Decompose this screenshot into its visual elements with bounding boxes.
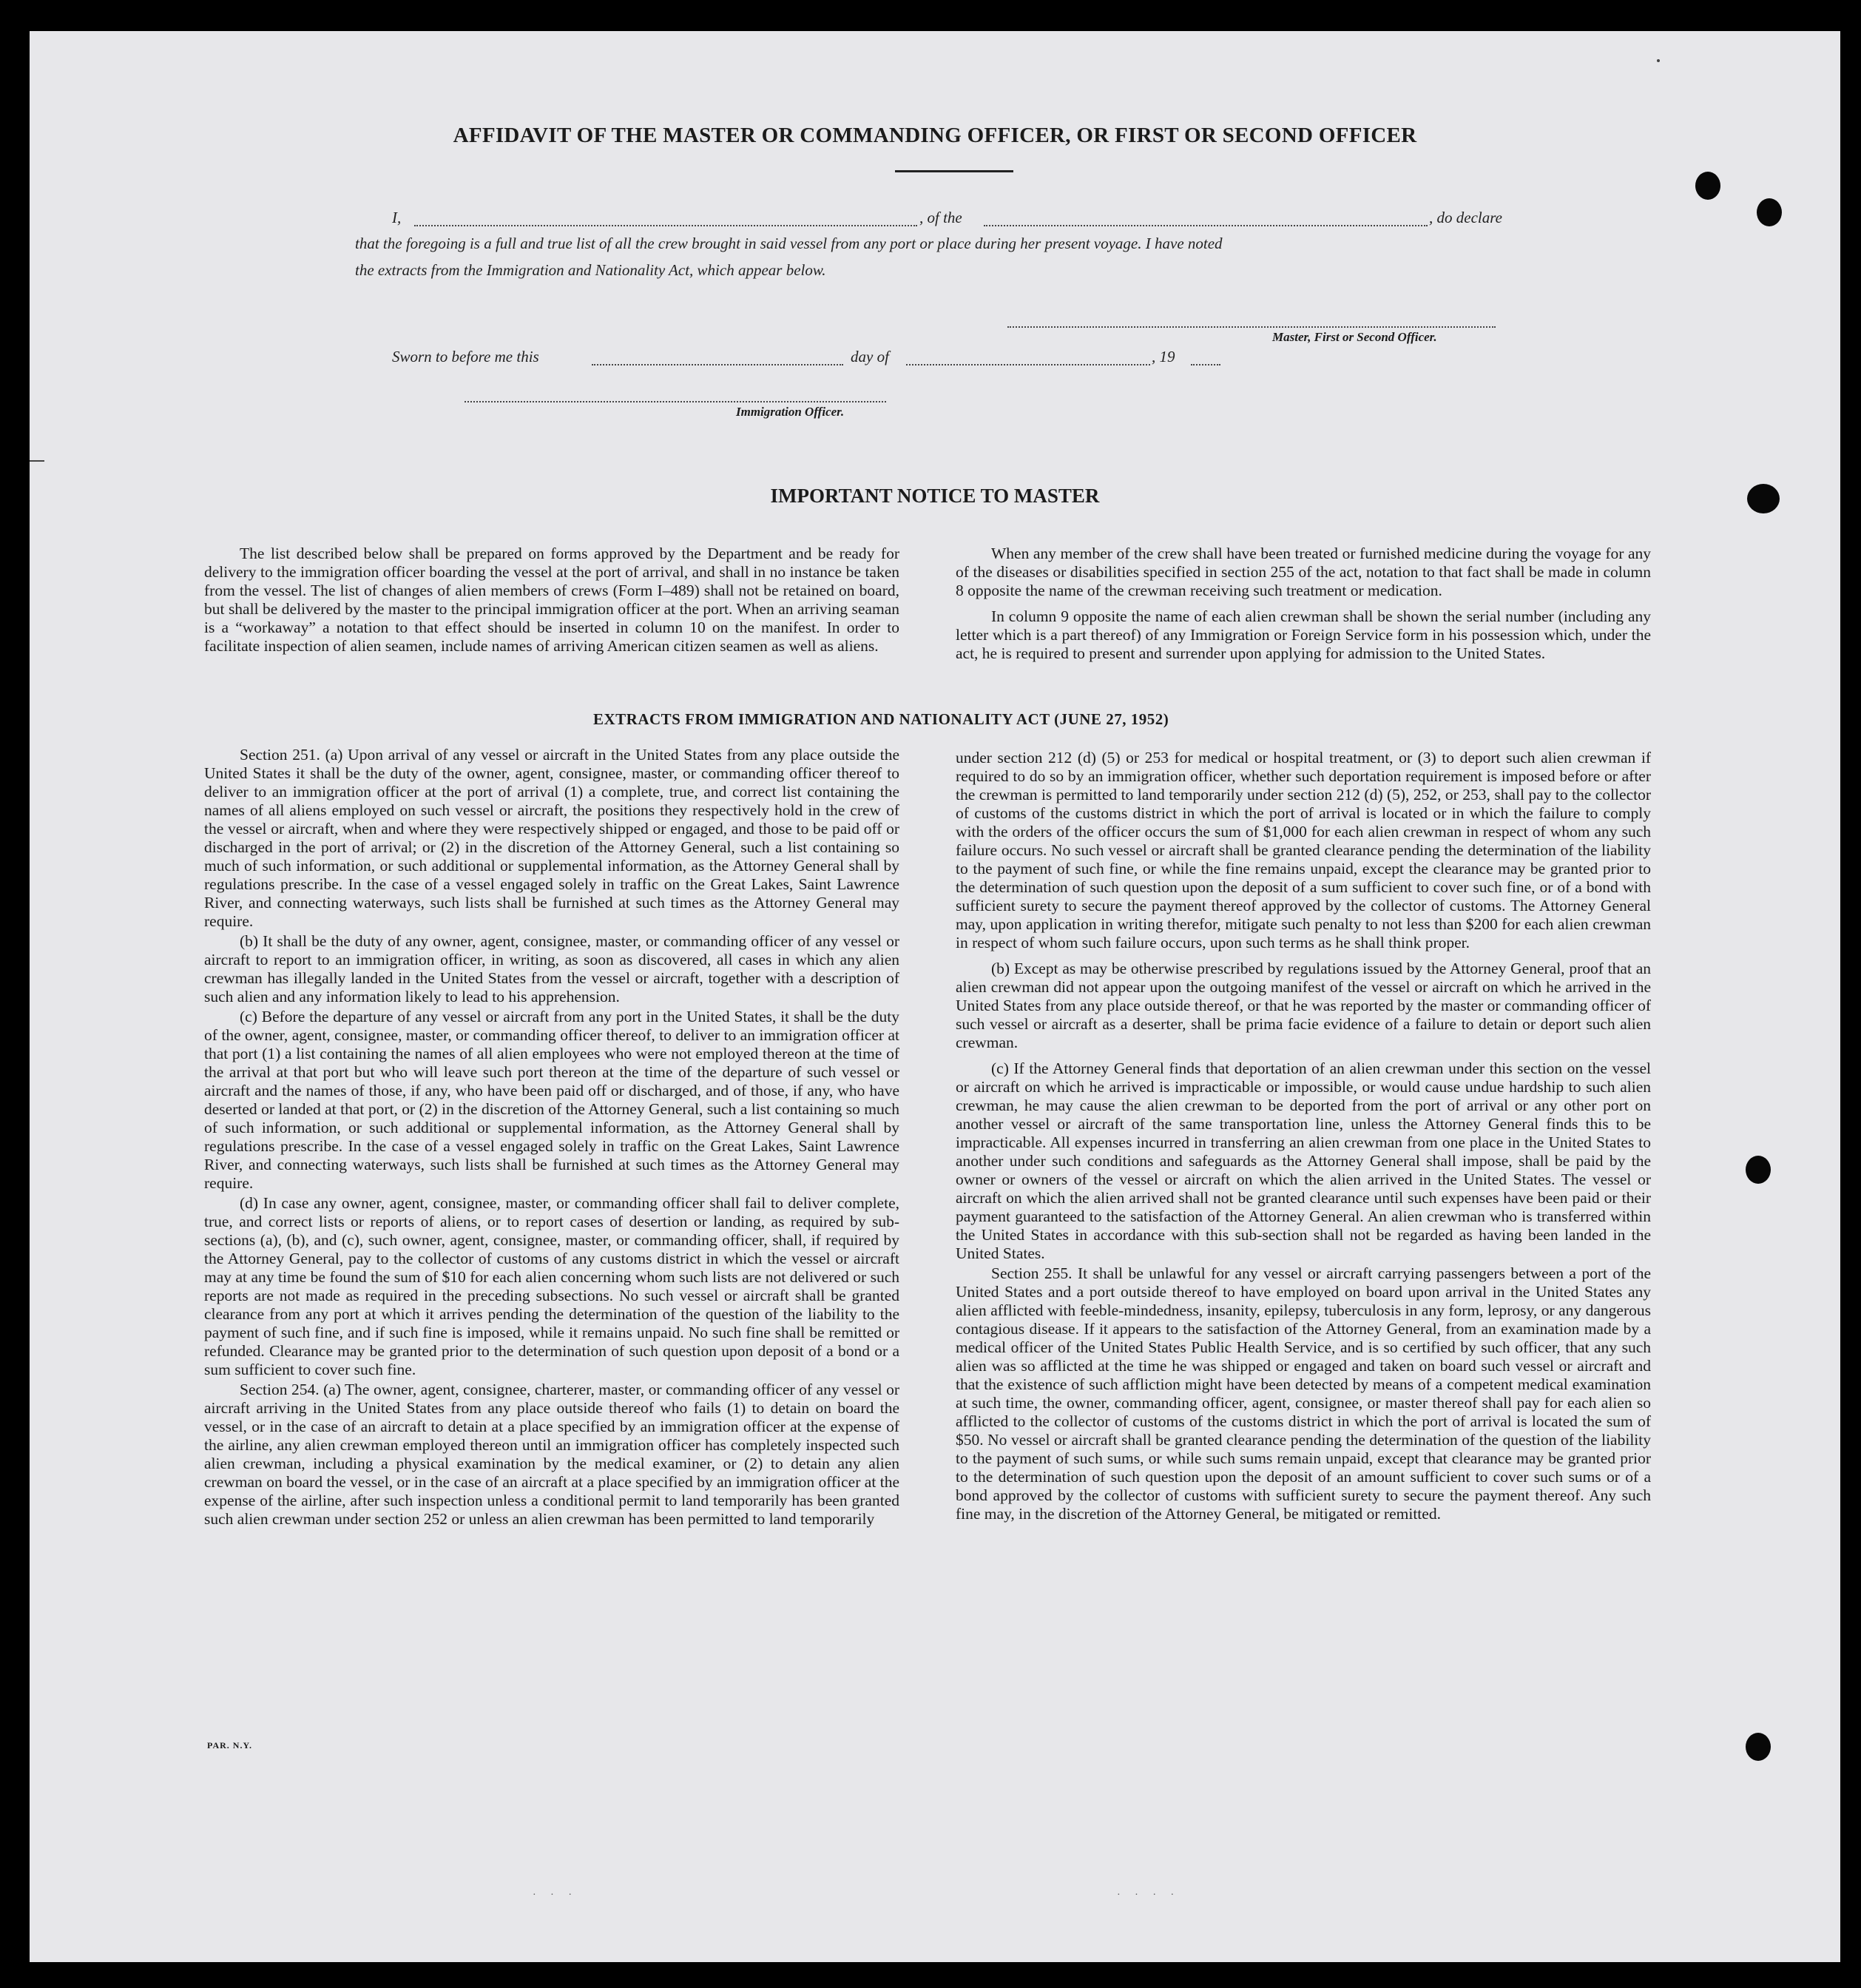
notice-right-paragraph-2: In column 9 opposite the name of each alien crewman shall be shown the serial number (including any letter which is a part thereof) of any Immigration or Foreign Service form in his possession which, under the act, he is required to present and surrender upon applying for admission to the United States. xyxy=(956,607,1651,662)
affidavit-title: AFFIDAVIT OF THE MASTER OR COMMANDING OFFICER, OR FIRST OR SECOND OFFICER xyxy=(453,124,1417,147)
year-label: , 19 xyxy=(1152,348,1175,365)
i-label: I, xyxy=(392,209,402,226)
notice-left-paragraph: The list described below shall be prepared on forms approved by the Department and be ready for delivery to the immigration officer boarding the vessel at the port of arrival, and shall in no instance be taken from the vessel. The list of changes of alien members of crews (Form I–489) shall not be retained on board, but shall be delivered by the master to the principal immigration officer at the port. When an arriving seaman is a “workaway” a notation to that effect should be inserted in column 10 on the manifest. In order to facilitate inspection of alien seamen, include names of arriving American citizen seamen as well as aliens. xyxy=(204,545,899,655)
binder-hole xyxy=(1746,1156,1771,1184)
section-254-c: (c) If the Attorney General finds that deportation of an alien crewman under this section on the vessel or aircraft on which he arrived is impracticable or impossible, or would cause undue hardship to such alien crewman, he may cause the alien crewman to be deported from the port of arrival or any other port on another vessel or aircraft of the same transportation line, unless the Attorney General finds this to be impracticable. All expenses incurred in transferring an alien crewman from one place in the United States to another under such conditions and safeguards as the Attorney General shall impose, shall be paid by the owner or owners of the vessel or aircraft on which the alien arrived in the United States. The vessel or aircraft on which the alien arrived shall not be granted clearance until such expenses have been paid or their payment guaranteed to the satisfaction of the Attorney General. An alien crewman who is transferred within the United States in accordance with this sub-section shall not be regarded as having been landed in the United States. xyxy=(956,1059,1651,1262)
section-251-a: Section 251. (a) Upon arrival of any vessel or aircraft in the United States from any place outside the United States it shall be the duty of the owner, agent, consignee, master, or commanding officer thereof to deliver to an immigration officer at the port of arrival (1) a complete, true, and correct list containing the names of all aliens employed on such vessel or aircraft, the positions they respectively hold in the crew of the vessel or aircraft, when and where they were respectively shipped or engaged, and those to be paid off or discharged in the port of arrival; or (2) in the discretion of the Attorney General, such a list containing so much of such information, or such additional or supplemental information, as the Attorney General shall by regulations prescribe. In the case of a vessel engaged solely in traffic on the Great Lakes, Saint Lawrence River, and connecting waterways, such lists shall be furnished at such times as the Attorney General may require. xyxy=(204,746,899,930)
sworn-label: Sworn to before me this xyxy=(392,348,539,365)
section-251-c: (c) Before the departure of any vessel or aircraft from any port in the United States, it shall be the duty of the owner, agent, consignee, master, or commanding officer thereof, to deliver to an immigration officer at that port (1) a list containing the names of all alien employees who were not employed thereon at the time of the arrival at that port but who will leave such port thereon at the time of the departure of such vessel or aircraft and the names of those, if any, who have been paid off or discharged, and of those, if any, who have deserted or landed at that port, or (2) in the discretion of the Attorney General, such a list containing so much of such information, or such additional or supplemental information, as the Attorney General shall by regulations prescribe. In the case of a vessel engaged solely in traffic on the Great Lakes, Saint Lawrence River, and connecting waterways, such lists shall be furnished at such times as the Attorney General may require. xyxy=(204,1008,899,1192)
scan-mark xyxy=(1657,59,1660,62)
title-underline xyxy=(895,170,1013,172)
notice-right-column xyxy=(956,545,1651,663)
name-blank xyxy=(414,225,917,226)
declaration-line-1: that the foregoing is a full and true list of all the crew brought in said vessel from any port or place during her present voyage. I have noted xyxy=(355,235,1223,252)
notice-left-column xyxy=(204,545,899,656)
day-of-label: day of xyxy=(851,348,889,365)
vessel-blank xyxy=(984,225,1428,226)
document-page xyxy=(30,31,1840,1962)
binder-hole xyxy=(1746,1733,1771,1761)
sworn-day-blank xyxy=(592,364,843,365)
binder-hole xyxy=(1695,172,1720,200)
section-255: Section 255. It shall be unlawful for any vessel or aircraft carrying passengers between a port of the United States and a port outside thereof to have employed on board upon arrival in the United States any alien afflicted with feeble-mindedness, insanity, epilepsy, tuberculosis in any form, leprosy, or any dangerous contagious disease. If it appears to the satisfaction of the Attorney General, from an examination made by a medical officer of the United States Public Health Service, and is so certified by such officer, that any such alien was so afflicted at the time he was shipped or engaged and taken on board such vessel or aircraft and that the existence of such affliction might have been detected by means of a competent medical examination at such time, the owner, commanding officer, agent, consignee, or master thereof shall pay for each alien so afflicted to the collector of customs of the customs district in which the port of arrival is located the sum of $50. No vessel or aircraft shall be granted clearance pending the determination of the question of the liability to the payment of such sums, or while such sums remain unpaid, except that clearance may be granted prior to the determination of such question upon the deposit of an amount sufficient to cover such sums or of a bond approved by the collector of customs with sufficient surety to secure the payment thereof. Any such fine may, in the discretion of the Attorney General, be mitigated or remitted. xyxy=(956,1264,1651,1523)
master-caption: Master, First or Second Officer. xyxy=(1272,330,1437,344)
officer-caption: Immigration Officer. xyxy=(736,405,845,419)
section-251-b: (b) It shall be the duty of any owner, agent, consignee, master, or commanding officer of any vessel or aircraft to report to an immigration officer, in writing, as soon as discovered, all cases in which any alien crewman has illegally landed in the United States from the vessel or aircraft, together with a description of such alien and any information likely to lead to his apprehension. xyxy=(204,932,899,1005)
notice-title: IMPORTANT NOTICE TO MASTER xyxy=(770,485,1100,507)
sworn-month-blank xyxy=(906,364,1150,365)
section-254-a-continued: under section 212 (d) (5) or 253 for medical or hospital treatment, or (3) to deport such alien crewman if required to do so by an immigration officer, whether such deportation requirement is imposed before or after the crewman is permitted to land temporarily under section 212 (d) (5), 252, or 253, shall pay to the collector of customs of the customs district in which the port of arrival is located or in which the failure to comply with the orders of the officer occurs the sum of $1,000 for each alien crewman in respect of whom any such failure occurs. No such vessel or aircraft shall be granted clearance pending the determination of the liability to the payment of such fine, or while the fine remains unpaid, except the clearance may be granted prior to the determination of such question upon the deposit of a sum sufficient to cover such fine, or of a bond with sufficient surety to secure the payment thereof approved by the collector of customs. The Attorney General may, upon application in writing therefor, mitigate such penalty to not less than $200 for each alien crewman in respect of whom such failure occurs, upon such terms as he shall think proper. xyxy=(956,749,1651,951)
scan-mark xyxy=(30,460,44,462)
officer-signature-line xyxy=(465,401,886,402)
section-254-a: Section 254. (a) The owner, agent, consignee, charterer, master, or commanding officer of any vessel or aircraft arriving in the United States from any place outside thereof who fails (1) to detain on board the vessel, or in the case of an aircraft to detain at a place specified by an immigration officer at the expense of the airline, any alien crewman employed thereon until an immigration officer has completely inspected such alien crewman, including a physical examination by the medical examiner, or (2) to detain any alien crewman on board the vessel, or in the case of an aircraft at a place specified by an immigration officer at the expense of the airline, after such inspection unless a conditional permit to land temporarily has been granted such alien crewman under section 252 or unless an alien crewman has been permitted to land temporarily xyxy=(204,1381,899,1528)
do-declare-label: , do declare xyxy=(1429,209,1502,226)
bottom-dots-left: · · · xyxy=(533,1890,578,1901)
binder-hole xyxy=(1757,198,1782,226)
notice-right-paragraph-1: When any member of the crew shall have been treated or furnished medicine during the voyage for any of the diseases or disabilities specified in section 255 of the act, notation to that fact shall be made in column 8 opposite the name of the crewman receiving such treatment or medication. xyxy=(956,545,1651,599)
extracts-title: EXTRACTS FROM IMMIGRATION AND NATIONALITY ACT (JUNE 27, 1952) xyxy=(593,710,1169,728)
section-254-b: (b) Except as may be otherwise prescribed by regulations issued by the Attorney General, proof that an alien crewman did not appear upon the outgoing manifest of the vessel or aircraft on which he arrived in the United States from any place outside thereof, or that he was reported by the master or commanding officer of such vessel or aircraft as a deserter, shall be prima facie evidence of a failure to detain or deport such alien crewman. xyxy=(956,960,1651,1051)
binder-hole xyxy=(1747,484,1780,513)
master-signature-line xyxy=(1007,326,1496,328)
year-blank xyxy=(1191,364,1220,365)
section-251-d: (d) In case any owner, agent, consignee, master, or commanding officer shall fail to deliver complete, true, and correct lists or reports of aliens, or to report cases of desertion or landing, as required by sub-sections (a), (b), and (c), such owner, agent, consignee, master, or commanding officer, shall, if required by the Attorney General, pay to the collector of customs of any customs district in which the vessel or aircraft may at any time be found the sum of $10 for each alien concerning whom such lists are not delivered or such reports are not made as required in the preceding subsections. No such vessel or aircraft shall be granted clearance from any port at which it arrives pending the determination of the question of the liability to the payment of such fine, and if such fine is imposed, while it remains unpaid. No such fine shall be remitted or refunded. Clearance may be granted prior to the determination of such question upon deposit of a bond or a sum sufficient to cover such fine. xyxy=(204,1194,899,1378)
extracts-left-column xyxy=(204,746,899,1529)
of-the-label: , of the xyxy=(919,209,962,226)
declaration-line-2: the extracts from the Immigration and Nationality Act, which appear below. xyxy=(355,261,826,279)
printer-mark: PAR. N.Y. xyxy=(207,1740,253,1751)
extracts-right-column xyxy=(956,749,1651,1523)
bottom-dots-right: · · · · xyxy=(1117,1890,1181,1901)
